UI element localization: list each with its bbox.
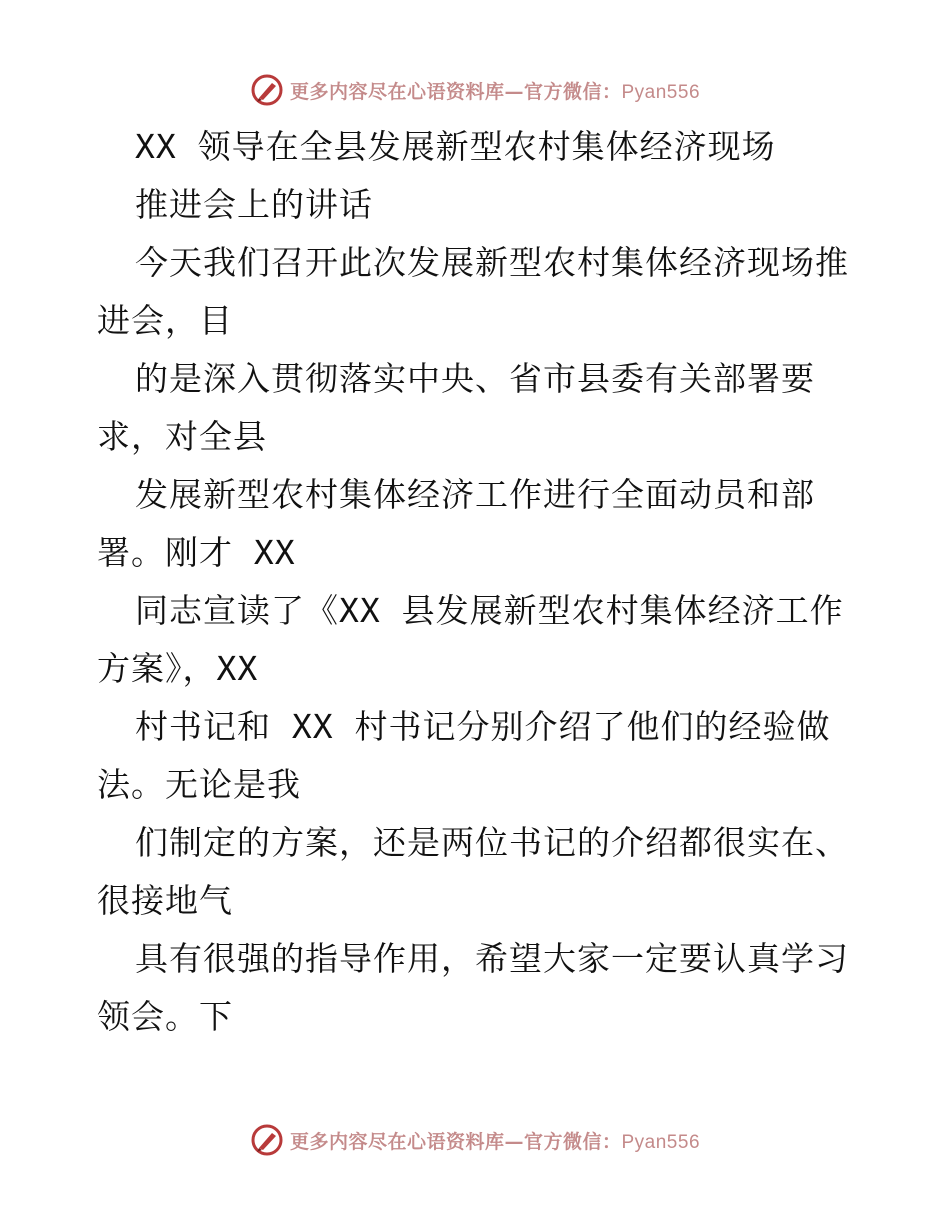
footer-watermark-text: 更多内容尽在心语资料库—官方微信：Pyan556 <box>289 1130 701 1153</box>
paragraph-line: 村书记和 XX 村书记分别介绍了他们的经验做 <box>135 707 831 746</box>
header-watermark-text: 更多内容尽在心语资料库—官方微信：Pyan556 <box>289 80 701 103</box>
pen-logo-icon <box>250 73 284 107</box>
paragraph-line: 发展新型农村集体经济工作进行全面动员和部 <box>135 475 815 514</box>
paragraph-line: 法。无论是我 <box>97 765 301 804</box>
paragraph-line: 具有很强的指导作用，希望大家一定要认真学习 <box>135 939 849 978</box>
paragraph-line: 进会，目 <box>97 301 233 340</box>
footer-watermark-banner <box>0 1120 950 1160</box>
pen-logo-icon <box>250 1123 284 1157</box>
paragraph-line: 今天我们召开此次发展新型农村集体经济现场推 <box>135 243 849 282</box>
paragraph-line: 的是深入贯彻落实中央、省市县委有关部署要 <box>135 359 815 398</box>
paragraph-line: 署。刚才 XX <box>97 533 296 572</box>
paragraph-line: 推进会上的讲话 <box>135 185 373 224</box>
paragraph-line: 领会。下 <box>97 997 233 1036</box>
header-watermark-banner <box>0 70 950 110</box>
paragraph-line: 方案》，XX <box>97 649 259 688</box>
paragraph-line: XX 领导在全县发展新型农村集体经济现场 <box>135 127 776 166</box>
paragraph-line: 很接地气 <box>97 881 233 920</box>
paragraph-line: 同志宣读了《XX 县发展新型农村集体经济工作 <box>135 591 844 630</box>
paragraph-line: 们制定的方案，还是两位书记的介绍都很实在、 <box>135 823 849 862</box>
paragraph-line: 求，对全县 <box>97 417 267 456</box>
document-body <box>97 118 867 1046</box>
